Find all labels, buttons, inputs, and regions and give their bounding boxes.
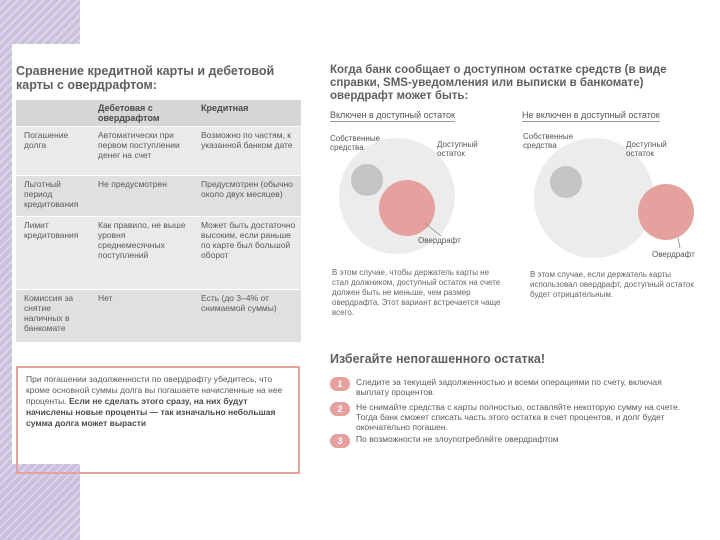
included-label-available: Доступный остаток [437, 140, 478, 158]
header-cell-debit: Дебетовая с овердрафтом [98, 103, 160, 123]
overdraft-circle [638, 184, 694, 240]
note-bold-text: Если не сделать этого сразу, на них будут начислены новые проценты — так изначально небольшая сумма долга может вырасти [26, 396, 276, 428]
excluded-label-overdraft: Овердрафт [652, 250, 695, 259]
step-number: 1 [330, 377, 350, 391]
row-credit: Может быть достаточно высоким, если раньше по карте был большой оборот [201, 220, 296, 260]
row-debit: Автоматически при первом поступлении денег на счет [98, 130, 180, 160]
row-credit: Предусмотрен (обычно около двух месяцев) [201, 179, 293, 199]
repayment-note [16, 366, 300, 474]
header-cell-credit: Кредитная [201, 103, 249, 113]
excluded-explanation: В этом случае, если держатель карты использовал овердрафт, доступный остаток будет отрицательным. [530, 270, 694, 299]
diagram-excluded-subtitle: Не включен в доступный остаток [522, 110, 660, 120]
avoid-title: Избегайте непогашенного остатка! [330, 352, 546, 366]
overdraft-title: Когда банк сообщает о доступном остатке средств (в виде справки, SMS-уведомления или выписки в банкомате) овердрафт может быть: [330, 64, 667, 102]
step-text: По возможности не злоупотребляйте овердрафтом [356, 434, 559, 444]
header-cell-empty [16, 100, 94, 126]
step-number: 3 [330, 434, 350, 448]
table-header [16, 100, 301, 127]
excluded-label-own: Собственные средства [523, 132, 574, 150]
list-item [330, 402, 696, 432]
overdraft-pointer [678, 238, 680, 248]
included-explanation: В этом случае, чтобы держатель карты не стал должником, доступный остаток на счете должен быть не меньше, чем размер овердрафта. Этот вариант встречается чаще всего. [332, 268, 501, 317]
note-plain-text: При погашении задолженности по овердрафту убедитесь, что кроме основной суммы долга вы погашаете начисленные на нее проценты. [26, 374, 283, 406]
table-row [16, 127, 301, 176]
row-label: Погашение долга [24, 130, 69, 150]
own-funds-circle [351, 164, 383, 196]
included-label-overdraft: Овердрафт [418, 236, 461, 245]
row-label: Льготный период кредитования [24, 179, 79, 209]
step-text: Не снимайте средства с карты полностью, оставляйте некоторую сумму на счете. Тогда банк сможет списать часть этого остатка в счет процентов, и долг будет окончательно погашен. [356, 402, 681, 432]
diagram-included-subtitle: Включен в доступный остаток [330, 110, 455, 120]
list-item [330, 434, 696, 448]
list-item [330, 377, 696, 397]
table-row [16, 290, 301, 343]
row-label: Лимит кредитования [24, 220, 79, 240]
comparison-title: Сравнение кредитной карты и дебетовой карты с овердрафтом: [16, 64, 275, 92]
row-debit: Как правило, не выше уровня среднемесячных поступлений [98, 220, 186, 260]
row-label: Комиссия за снятие наличных в банкомате [24, 293, 74, 333]
step-number: 2 [330, 402, 350, 416]
row-debit: Нет [98, 293, 113, 303]
row-debit: Не предусмотрен [98, 179, 167, 189]
row-credit: Возможно по частям, к указанной банком дате [201, 130, 293, 150]
overdraft-circle [379, 180, 435, 236]
excluded-label-available: Доступный остаток [626, 140, 667, 158]
table-row [16, 176, 301, 217]
step-text: Следите за текущей задолженностью и всеми операциями по счету, включая выплату процентов. [356, 377, 662, 397]
table-row [16, 217, 301, 290]
included-label-own: Собственные средства [330, 134, 381, 152]
comparison-table [16, 100, 301, 343]
own-funds-circle [550, 166, 582, 198]
row-credit: Есть (до 3–4% от снимаемой суммы) [201, 293, 277, 313]
